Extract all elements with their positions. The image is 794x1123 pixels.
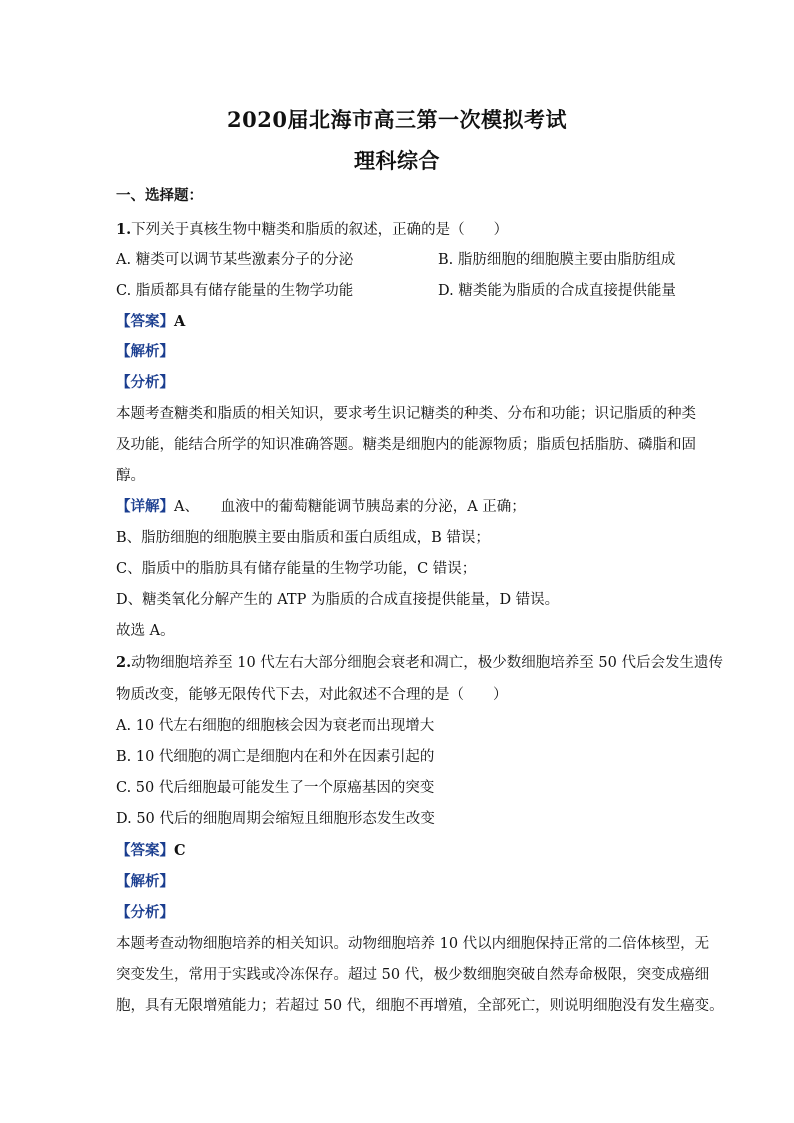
q2-fenxi-line: 突变发生，常用于实践或冷冻保存。超过 50 代，极少数细胞突破自然寿命极限，突变成癌细: [116, 967, 710, 983]
q2-fenxi-line: 本题考查动物细胞培养的相关知识。动物细胞培养 10 代以内细胞保持正常的二倍体核型，无: [116, 936, 710, 952]
q2-stem-line: 物质改变，能够无限传代下去，对此叙述不合理的是（ ）: [116, 687, 508, 703]
q1-option-d: D. 糖类能为脂质的合成直接提供能量: [438, 283, 676, 299]
q2-fenxi-line: 胞，具有无限增殖能力；若超过 50 代，细胞不再增殖，全部死亡，则说明细胞没有发生癌变。: [116, 998, 724, 1014]
q1-stem: [116, 220, 682, 240]
q2-jiexi-label: 【解析】: [116, 873, 174, 890]
q2-option-c: C. 50 代后细胞最可能发生了一个原癌基因的突变: [116, 780, 435, 796]
q1-xiangjie-line: B、脂肪细胞的细胞膜主要由脂质和蛋白质组成，B 错误；: [116, 530, 490, 546]
q1-xiangjie-label: 【详解】: [116, 498, 174, 515]
q1-stem-text: 下列关于真核生物中糖类和脂质的叙述，正确的是（ ）: [131, 222, 509, 238]
q2-answer-label: 【答案】: [116, 842, 174, 859]
q1-fenxi-line: 本题考查糖类和脂质的相关知识，要求考生识记糖类的种类、分布和功能；识记脂质的种类: [116, 406, 696, 422]
q1-fenxi-line: 及功能，能结合所学的知识准确答题。糖类是细胞内的能源物质；脂质包括脂肪、磷脂和固: [116, 437, 696, 453]
q1-answer-value: A: [174, 313, 186, 330]
q1-fenxi-line: 醇。: [116, 468, 145, 484]
q1-xiangjie-line: C、脂质中的脂肪具有储存能量的生物学功能，C 错误；: [116, 561, 477, 577]
q2-stem-text: 动物细胞培养至 10 代左右大部分细胞会衰老和凋亡，极少数细胞培养至 50 代后会发生遗传: [131, 655, 723, 671]
q1-xiangjie: [116, 497, 682, 517]
q1-conclusion: 故选 A。: [116, 623, 175, 639]
q2-option-a: A. 10 代左右细胞的细胞核会因为衰老而出现增大: [116, 718, 435, 734]
q1-jiexi-label: 【解析】: [116, 343, 174, 360]
q1-answer: [116, 312, 682, 332]
q1-answer-label: 【答案】: [116, 313, 174, 330]
q1-fenxi-label: 【分析】: [116, 374, 174, 391]
section-heading: 一、选择题：: [116, 187, 203, 204]
exam-subtitle: 理科综合: [354, 148, 440, 173]
q2-answer-value: C: [174, 842, 186, 859]
q2-option-d: D. 50 代后的细胞周期会缩短且细胞形态发生改变: [116, 811, 435, 827]
q2-stem: [116, 653, 723, 673]
q2-option-b: B. 10 代细胞的凋亡是细胞内在和外在因素引起的: [116, 749, 435, 765]
exam-title: 2020届北海市高三第一次模拟考试: [227, 107, 567, 132]
q1-option-b: B. 脂肪细胞的细胞膜主要由脂肪组成: [438, 252, 676, 268]
q1-xiangjie-line: A、 血液中的葡萄糖能调节胰岛素的分泌，A 正确；: [174, 499, 526, 515]
q1-number: 1.: [116, 221, 132, 238]
q2-number: 2.: [116, 654, 132, 671]
q1-option-c: C. 脂质都具有储存能量的生物学功能: [116, 283, 354, 299]
q1-xiangjie-line: D、糖类氧化分解产生的 ATP 为脂质的合成直接提供能量，D 错误。: [116, 592, 560, 608]
q2-fenxi-label: 【分析】: [116, 904, 174, 921]
q2-answer: [116, 841, 682, 861]
q1-option-a: A. 糖类可以调节某些激素分子的分泌: [116, 252, 354, 268]
